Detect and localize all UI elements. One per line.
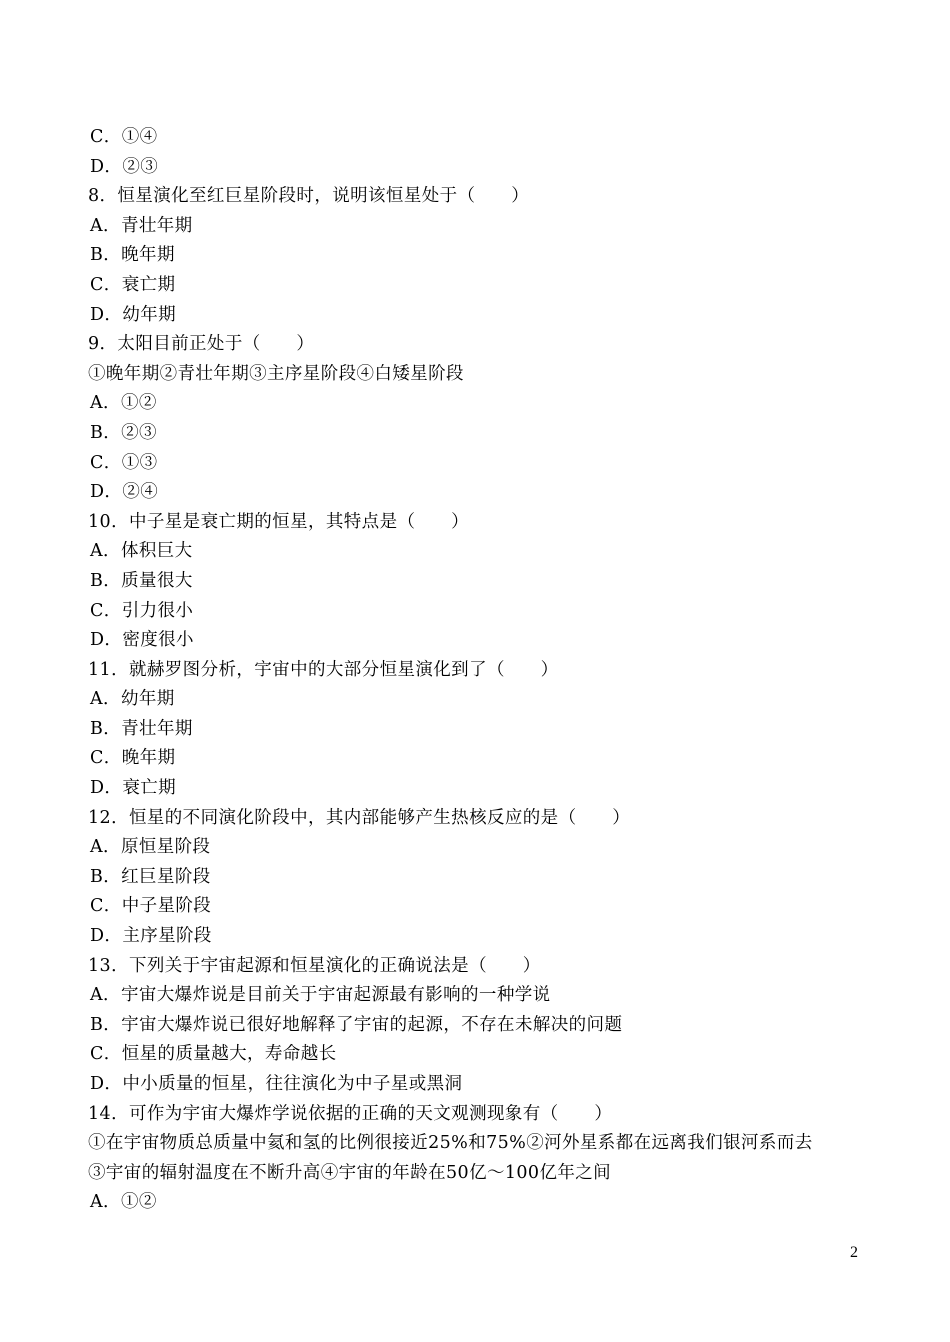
question-line: 13．下列关于宇宙起源和恒星演化的正确说法是（ ） bbox=[88, 955, 541, 976]
option-line: C．引力很小 bbox=[90, 600, 194, 621]
option-line: D．②③ bbox=[90, 156, 159, 177]
option-line: D．密度很小 bbox=[90, 630, 194, 651]
option-line: D．幼年期 bbox=[90, 304, 177, 325]
page-number: 2 bbox=[850, 1244, 858, 1261]
option-line: C．①④ bbox=[90, 127, 158, 147]
option-line: B．红巨星阶段 bbox=[90, 866, 211, 887]
option-line: A．幼年期 bbox=[90, 689, 175, 710]
option-line: A．青壮年期 bbox=[90, 215, 193, 236]
option-line: D．主序星阶段 bbox=[90, 926, 212, 947]
option-line: B．②③ bbox=[90, 422, 157, 443]
option-line: A．①② bbox=[90, 393, 157, 414]
statement-line: ①晚年期②青壮年期③主序星阶段④白矮星阶段 bbox=[88, 363, 464, 384]
option-line: B．青壮年期 bbox=[90, 718, 193, 739]
question-line: 8．恒星演化至红巨星阶段时，说明该恒星处于（ ） bbox=[88, 186, 530, 207]
option-line: D．②④ bbox=[90, 482, 159, 503]
option-line: D．衰亡期 bbox=[90, 778, 177, 799]
option-line: B．晚年期 bbox=[90, 245, 175, 266]
option-line: A．宇宙大爆炸说是目前关于宇宙起源最有影响的一种学说 bbox=[90, 985, 551, 1006]
option-line: A．①② bbox=[90, 1192, 157, 1213]
option-line: C．晚年期 bbox=[90, 748, 176, 769]
option-line: C．①③ bbox=[90, 452, 158, 473]
option-line: C．中子星阶段 bbox=[90, 896, 212, 917]
option-line: C．衰亡期 bbox=[90, 274, 176, 295]
question-line: 11．就赫罗图分析，宇宙中的大部分恒星演化到了（ ） bbox=[88, 659, 559, 680]
document-body bbox=[88, 123, 878, 1218]
question-line: 10．中子星是衰亡期的恒星，其特点是（ ） bbox=[88, 511, 470, 532]
question-line: 9．太阳目前正处于（ ） bbox=[88, 334, 315, 355]
question-line: 14．可作为宇宙大爆炸学说依据的正确的天文观测现象有（ ） bbox=[88, 1103, 613, 1124]
option-line: D．中小质量的恒星，往往演化为中子星或黑洞 bbox=[90, 1074, 463, 1094]
option-line: A．原恒星阶段 bbox=[90, 837, 211, 858]
option-line: A．体积巨大 bbox=[90, 541, 193, 562]
option-line: B．质量很大 bbox=[90, 570, 193, 591]
statement-line: ①在宇宙物质总质量中氦和氢的比例很接近25%和75%②河外星系都在远离我们银河系而去 bbox=[88, 1133, 813, 1154]
option-line: B．宇宙大爆炸说已很好地解释了宇宙的起源，不存在未解决的问题 bbox=[90, 1014, 623, 1035]
question-line: 12．恒星的不同演化阶段中，其内部能够产生热核反应的是（ ） bbox=[88, 807, 631, 828]
option-line: C．恒星的质量越大，寿命越长 bbox=[90, 1044, 337, 1065]
statement-line: ③宇宙的辐射温度在不断升高④宇宙的年龄在50亿～100亿年之间 bbox=[88, 1162, 612, 1183]
